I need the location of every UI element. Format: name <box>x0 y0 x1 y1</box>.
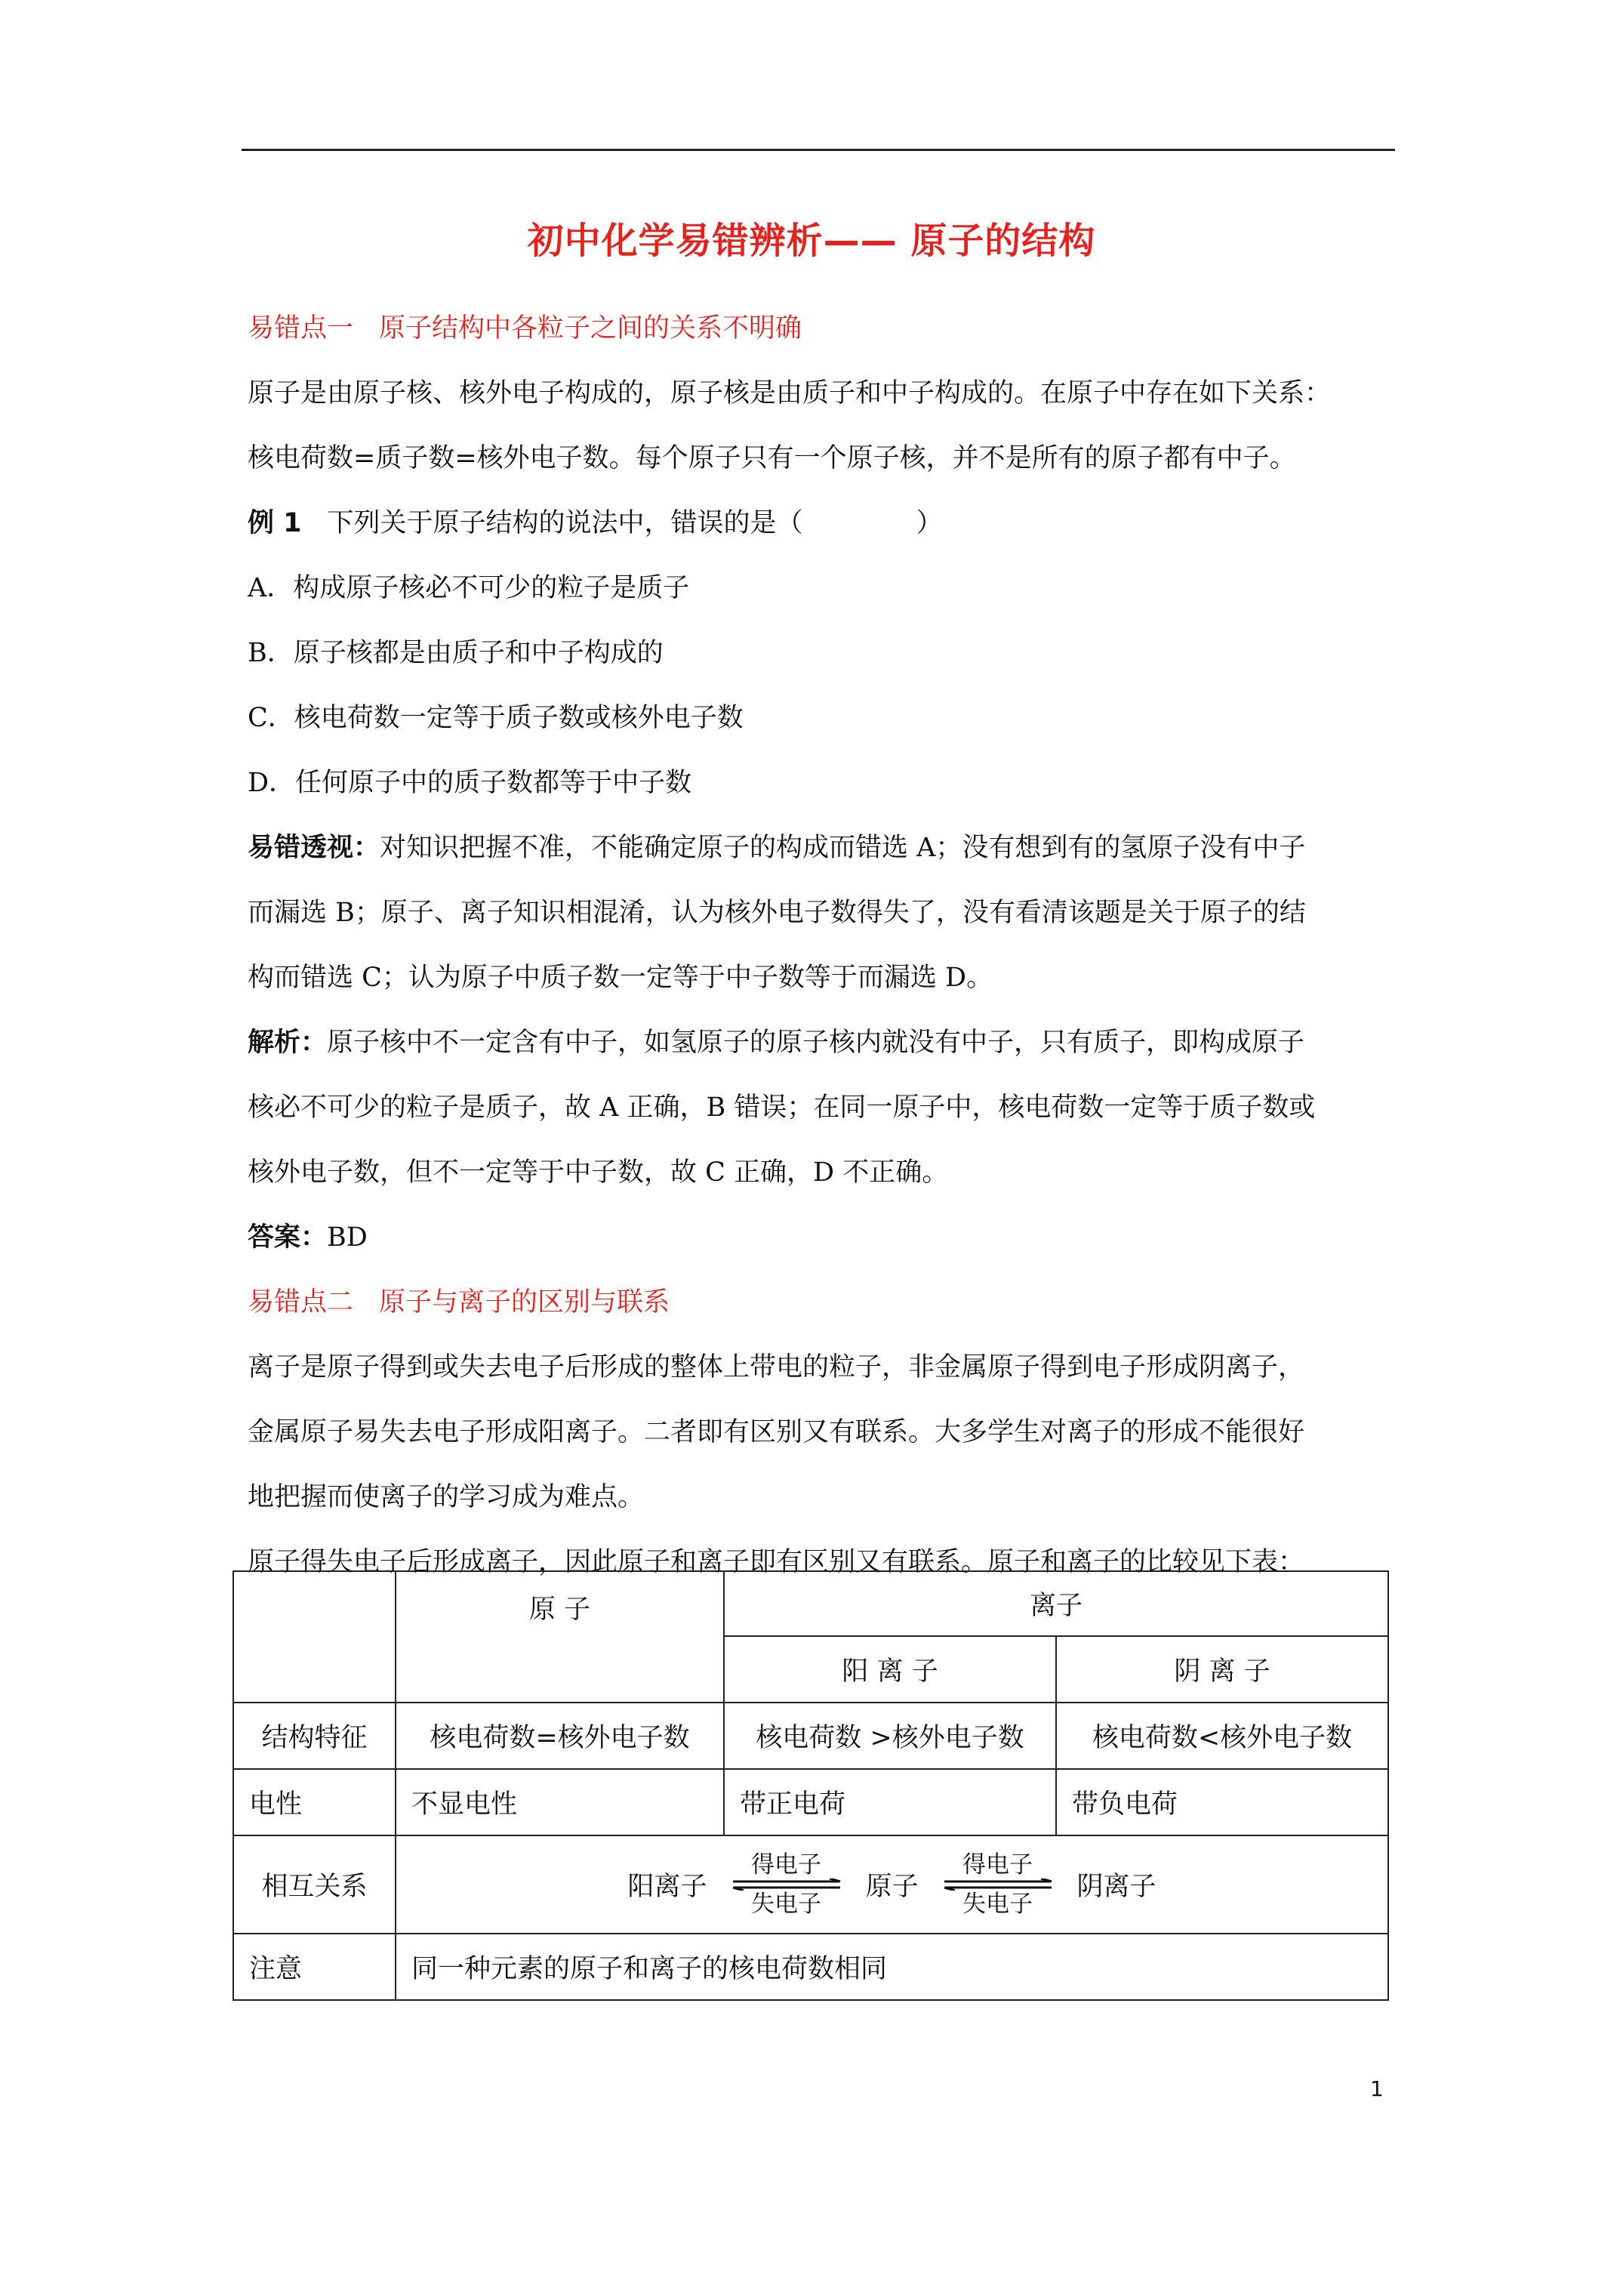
header-ion: 离子 <box>724 1571 1388 1636</box>
solution-line: 核外电子数，但不一定等于中子数，故 C 正确，D 不正确。 <box>248 1157 949 1188</box>
solution-text: 原子核中不一定含有中子，如氢原子的原子核内就没有中子，只有质子，即构成原子 <box>327 1028 1305 1058</box>
section2-heading-text: 原子与离子的区别与联系 <box>379 1287 670 1318</box>
section1-heading-text: 原子结构中各粒子之间的关系不明确 <box>379 313 802 344</box>
cell-note-text: 同一种元素的原子和离子的核电荷数相同 <box>396 1934 1388 2000</box>
arrow-label-lose: 失电子 <box>962 1891 1033 1918</box>
row-label-charge: 电性 <box>233 1769 396 1835</box>
table-corner-cell <box>233 1571 396 1703</box>
double-arrow-icon <box>941 1878 1055 1891</box>
analysis-line: 构而错选 C；认为原子中质子数一定等于中子数等于而漏选 D。 <box>248 963 993 993</box>
row-label-note: 注意 <box>233 1934 396 2000</box>
header-rule <box>242 149 1395 151</box>
section1-heading <box>248 296 1391 361</box>
section1-paragraph-line: 原子是由原子核、核外电子构成的，原子核是由质子和中子构成的。在原子中存在如下关系： <box>248 378 1332 408</box>
section1-heading-label: 易错点一 <box>248 313 354 344</box>
document-title: 初中化学易错辨析—— 原子的结构 <box>527 220 1096 262</box>
analysis-line <box>248 815 1391 880</box>
equilibrium-arrow-right <box>941 1851 1055 1918</box>
section2-heading <box>248 1270 1391 1335</box>
relation-anion: 阴离子 <box>1076 1872 1156 1902</box>
analysis-text: 对知识把握不准，不能确定原子的构成而错选 A；没有想到有的氢原子没有中子 <box>380 833 1306 863</box>
section2-paragraph-line: 离子是原子得到或失去电子后形成的整体上带电的粒子，非金属原子得到电子形成阴离子， <box>248 1352 1305 1382</box>
cell-structure-cation: 核电荷数 >核外电子数 <box>724 1703 1056 1769</box>
example-question <box>248 491 1391 556</box>
answer-label: 答案： <box>248 1222 328 1253</box>
arrow-label-gain: 得电子 <box>962 1851 1033 1878</box>
equilibrium-arrow-left <box>730 1851 843 1918</box>
arrow-label-gain: 得电子 <box>751 1851 821 1878</box>
section2-paragraph-line: 金属原子易失去电子形成阳离子。二者即有区别又有联系。大多学生对离子的形成不能很好 <box>248 1417 1305 1447</box>
section2-heading-label: 易错点二 <box>248 1287 354 1318</box>
relation-diagram <box>411 1851 1372 1918</box>
cell-charge-atom: 不显电性 <box>396 1769 724 1835</box>
example-label: 例 1 <box>248 508 302 538</box>
cell-relation-diagram <box>396 1835 1388 1934</box>
answer-value: BD <box>327 1222 368 1253</box>
relation-cation: 阳离子 <box>627 1872 707 1902</box>
cell-charge-cation: 带正电荷 <box>724 1769 1056 1835</box>
solution-line <box>248 1010 1391 1075</box>
row-label-relation: 相互关系 <box>233 1835 396 1934</box>
analysis-label: 易错透视： <box>248 833 380 863</box>
page-number: 1 <box>1370 2076 1384 2101</box>
document-body <box>248 296 1391 1595</box>
cell-charge-anion: 带负电荷 <box>1056 1769 1388 1835</box>
option-a: A．构成原子核必不可少的粒子是质子 <box>248 573 690 603</box>
section2-paragraph-line: 原子得失电子后形成离子，因此原子和离子即有区别又有联系。原子和离子的比较见下表： <box>248 1547 1305 1577</box>
solution-label: 解析： <box>248 1028 328 1058</box>
section1-paragraph-line: 核电荷数=质子数=核外电子数。每个原子只有一个原子核，并不是所有的原子都有中子。 <box>248 443 1296 473</box>
header-anion: 阴 离 子 <box>1056 1636 1388 1703</box>
analysis-line: 而漏选 B；原子、离子知识相混淆，认为核外电子数得失了，没有看清该题是关于原子的结 <box>248 898 1306 928</box>
solution-line: 核必不可少的粒子是质子，故 A 正确，B 错误；在同一原子中，核电荷数一定等于质子数或 <box>248 1093 1316 1123</box>
option-b: B．原子核都是由质子和中子构成的 <box>248 638 664 668</box>
example-close: ） <box>916 508 943 538</box>
atom-ion-comparison-table <box>233 1570 1389 2001</box>
arrow-label-lose: 失电子 <box>751 1891 821 1918</box>
section2-paragraph-line: 地把握而使离子的学习成为难点。 <box>248 1482 645 1512</box>
cell-structure-anion: 核电荷数<核外电子数 <box>1056 1703 1388 1769</box>
header-atom: 原 子 <box>396 1571 724 1703</box>
relation-atom: 原子 <box>865 1872 919 1902</box>
option-d: D．任何原子中的质子数都等于中子数 <box>248 768 692 798</box>
option-c: C．核电荷数一定等于质子数或核外电子数 <box>248 703 744 733</box>
double-arrow-icon <box>730 1878 843 1891</box>
header-cation: 阳 离 子 <box>724 1636 1056 1703</box>
answer-line <box>248 1205 1391 1270</box>
row-label-structure: 结构特征 <box>233 1703 396 1769</box>
cell-structure-atom: 核电荷数=核外电子数 <box>396 1703 724 1769</box>
example-text: 下列关于原子结构的说法中，错误的是（ <box>327 508 803 538</box>
